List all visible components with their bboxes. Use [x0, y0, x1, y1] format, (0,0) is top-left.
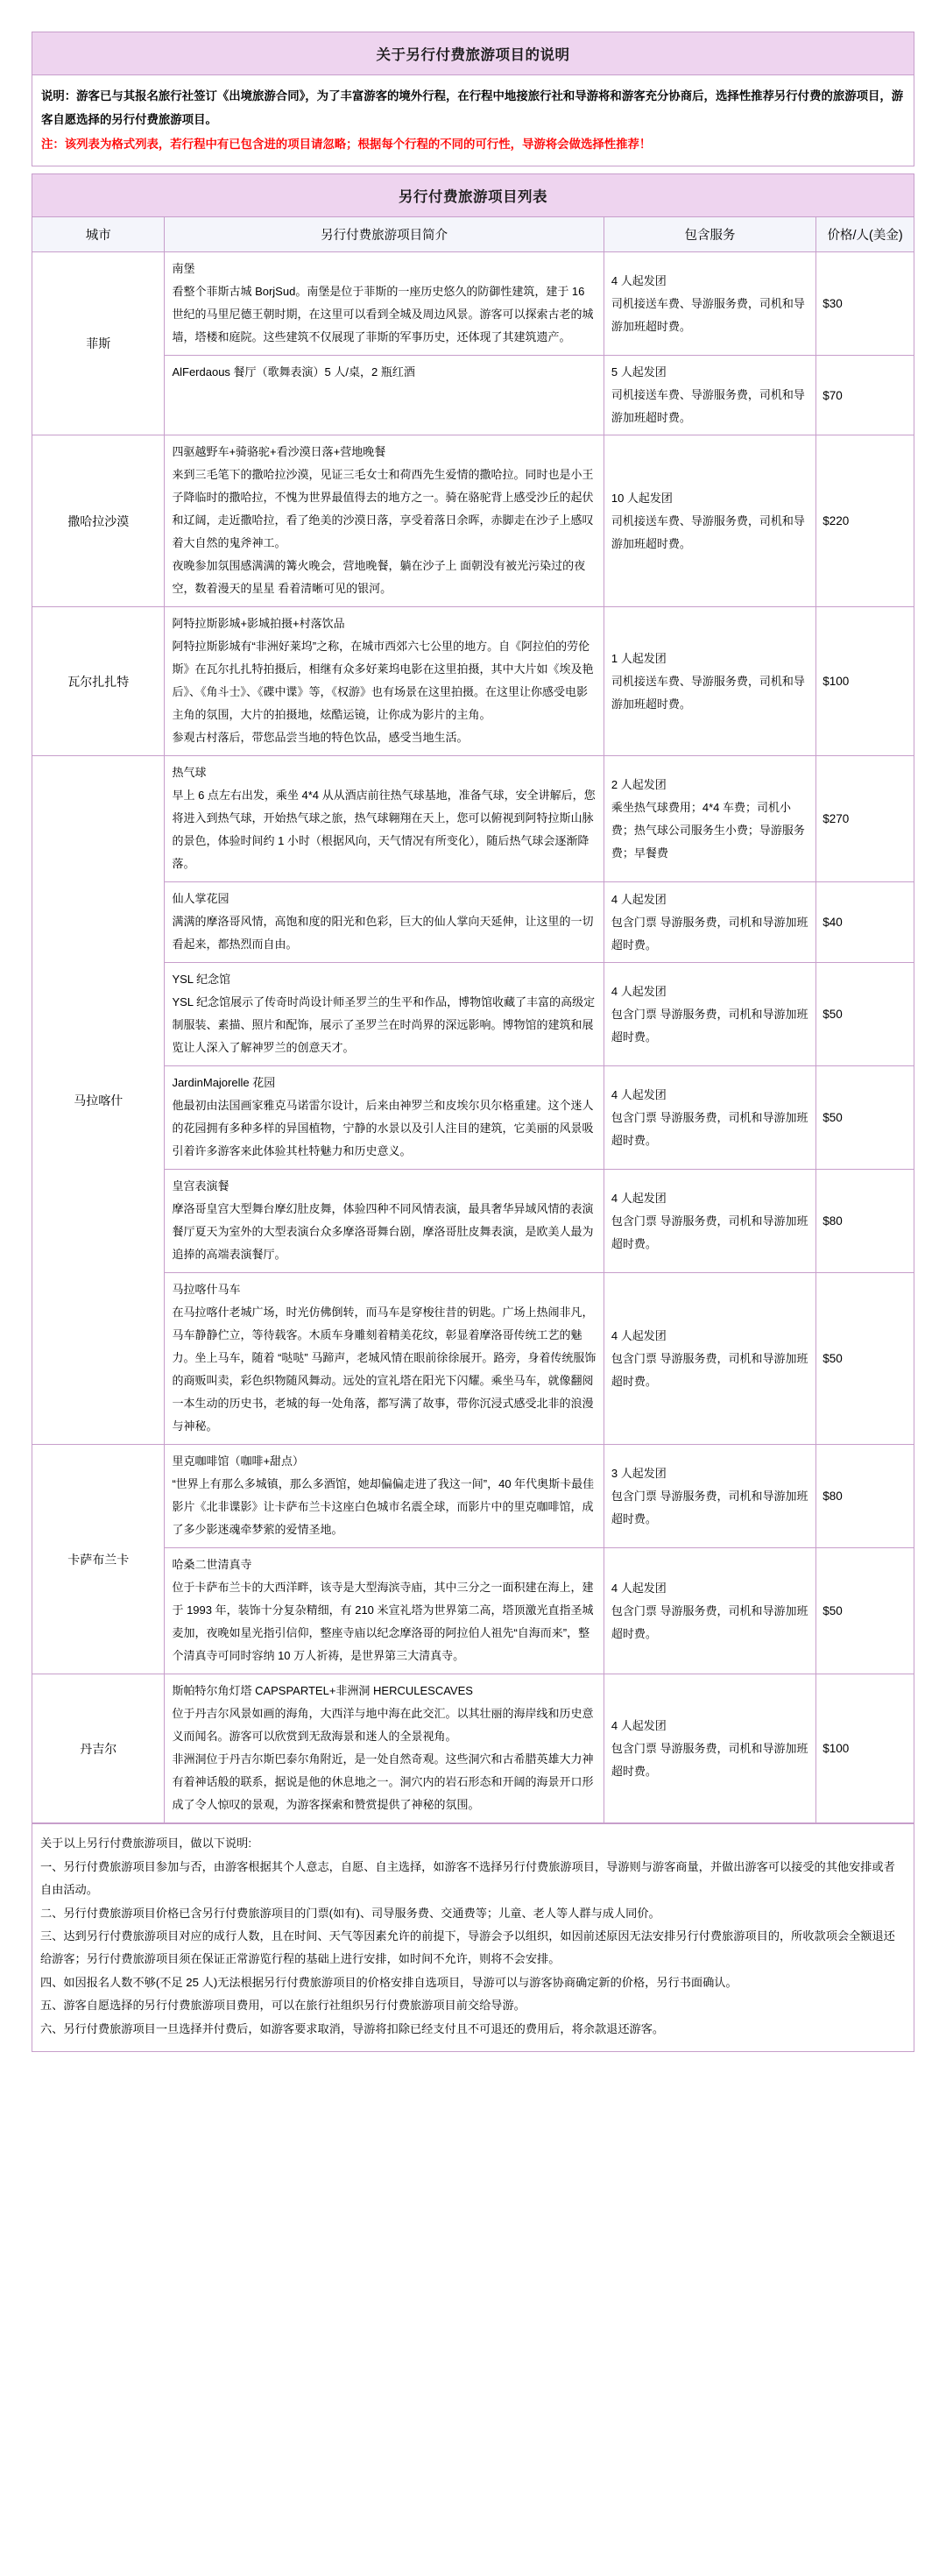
table-header-row — [32, 217, 914, 252]
service-line: 司机接送车费、导游服务费，司机和导游加班超时费。 — [611, 674, 805, 711]
cell-price: $30 — [816, 252, 914, 356]
cell-price: $70 — [816, 356, 914, 435]
table-row — [32, 1066, 914, 1170]
item-body: 他最初由法国画家雅克马诺雷尔设计，后来由神罗兰和皮埃尔贝尔格重建。这个迷人的花园拥有多种多样的异国植物，宁静的水景以及引人注目的建筑，它美丽的风景吸引着许多游客来此体验其杜特魅力和历史意义。 — [172, 1099, 594, 1158]
column-header-description: 另行付费旅游项目简介 — [165, 217, 604, 252]
item-body: 阿特拉斯影城有“非洲好莱坞”之称，在城市西郊六七公里的地方。自《阿拉伯的劳伦斯》在瓦尔扎扎特拍摄后，相继有众多好莱坞电影在这里拍摄，其中大片如《埃及艳后》、《角斗士》、《碟中谍》等，《权游》也有场景在这里拍摄。在这里让你感受电影主角的氛围，大片的拍摄地，炫酷运镜，让你成为影片的主角。 — [172, 640, 594, 722]
cell-city: 卡萨布兰卡 — [32, 1445, 165, 1674]
cell-price: $80 — [816, 1170, 914, 1273]
cell-description — [165, 756, 604, 882]
cell-description — [165, 1674, 604, 1823]
service-line: 4 人起发团 — [611, 1581, 667, 1595]
service-line: 司机接送车费、导游服务费，司机和导游加班超时费。 — [611, 388, 805, 425]
cell-services — [604, 1548, 815, 1674]
notice-warning-paragraph: 注：该列表为格式列表，若行程中有已包含进的项目请忽略；根据每个行程的不同的可行性，导游将会做选择性推荐！ — [41, 137, 652, 151]
service-line: 4 人起发团 — [611, 984, 667, 998]
item-body: 满满的摩洛哥风情，高饱和度的阳光和色彩，巨大的仙人掌向天延伸，让这里的一切看起来，都热烈而自由。 — [172, 915, 594, 952]
cell-services — [604, 1674, 815, 1823]
cell-services — [604, 1273, 815, 1445]
cell-services — [604, 756, 815, 882]
service-line: 包含门票 导游服务费，司机和导游加班超时费。 — [611, 1489, 808, 1525]
notice-header-table — [32, 32, 914, 166]
notice-body — [32, 75, 914, 166]
item-heading: JardinMajorelle 花园 — [172, 1076, 276, 1090]
item-body: AlFerdaous 餐厅（歌舞表演）5 人/桌，2 瓶红酒 — [172, 365, 415, 379]
service-line: 包含门票 导游服务费，司机和导游加班超时费。 — [611, 1351, 808, 1388]
column-header-city: 城市 — [32, 217, 165, 252]
cell-city: 撒哈拉沙漠 — [32, 435, 165, 607]
item-heading: 仙人掌花园 — [172, 892, 229, 906]
cell-description — [165, 1273, 604, 1445]
item-heading: 南堡 — [172, 262, 195, 276]
cell-price: $50 — [816, 1548, 914, 1674]
notice-body-row — [32, 75, 914, 166]
item-body: 夜晚参加氛围感满满的篝火晚会，营地晚餐，躺在沙子上 面朝没有被光污染过的夜空，数着漫天的星星 看着清晰可见的银河。 — [172, 559, 586, 596]
cell-description — [165, 607, 604, 756]
notice-intro-paragraph: 说明：游客已与其报名旅行社签订《出境旅游合同》，为了丰富游客的境外行程，在行程中地接旅行社和导游将和游客充分协商后，选择性推荐另行付费的旅游项目，游客自愿选择的另行付费旅游项目。 — [41, 89, 904, 127]
cell-description — [165, 963, 604, 1066]
table-caption: 另行付费旅游项目列表 — [32, 174, 914, 217]
notice-title-row — [32, 32, 914, 75]
cell-services — [604, 882, 815, 963]
cell-price: $100 — [816, 607, 914, 756]
service-line: 2 人起发团 — [611, 777, 667, 791]
item-body: 看整个菲斯古城 BorjSud。南堡是位于菲斯的一座历史悠久的防御性建筑，建于 16 世纪的马里尼德王朝时期，在这里可以看到全城及周边风景。游客可以探索古老的城墙，塔楼和庭院。这些建筑不仅展现了菲斯的军事历史，还体现了其建筑遗产。 — [172, 285, 594, 344]
service-line: 包含门票 导游服务费，司机和导游加班超时费。 — [611, 1214, 808, 1250]
table-row — [32, 607, 914, 756]
item-body: 位于丹吉尔风景如画的海角，大西洋与地中海在此交汇。以其壮丽的海岸线和历史意义而闻名。游客可以欣赏到无敌海景和迷人的全景视角。 — [172, 1707, 594, 1744]
footer-notes-row — [32, 1824, 914, 2052]
footer-lead: 关于以上另行付费旅游项目，做以下说明: — [40, 1836, 252, 1851]
cell-price: $50 — [816, 963, 914, 1066]
cell-services — [604, 252, 815, 356]
cell-description — [165, 252, 604, 356]
table-row — [32, 963, 914, 1066]
table-row — [32, 435, 914, 607]
cell-services — [604, 1445, 815, 1548]
table-row — [32, 1170, 914, 1273]
footer-notes — [32, 1824, 914, 2052]
item-body: YSL 纪念馆展示了传奇时尚设计师圣罗兰的生平和作品，博物馆收藏了丰富的高级定制服装、素描、照片和配饰，展示了圣罗兰在时尚界的深远影响。博物馆的建筑和展览让人深入了解神罗兰的创意天才。 — [172, 995, 596, 1055]
service-line: 4 人起发团 — [611, 1328, 667, 1342]
table-row — [32, 252, 914, 356]
item-body: 在马拉喀什老城广场，时光仿佛倒转，而马车是穿梭往昔的钥匙。广场上热闹非凡，马车静静伫立，等待载客。木质车身雕刻着精美花纹，彰显着摩洛哥传统工艺的魅力。坐上马车，随着 “哒哒” 马蹄声，老城风情在眼前徐徐展开。路旁，身着传统服饰的商贩叫卖，彩色织物随风舞动。远处的宣礼塔在阳光下闪耀。乘坐马车，就像翻阅一本生动的历史书，老城的每一处角落，都写满了故事，带你沉浸式感受北非的浪漫与神秘。 — [172, 1306, 597, 1433]
service-line: 4 人起发团 — [611, 892, 667, 906]
table-row — [32, 756, 914, 882]
cell-services — [604, 435, 815, 607]
cell-city: 马拉喀什 — [32, 756, 165, 1445]
item-body: 摩洛哥皇宫大型舞台摩幻肚皮舞，体验四种不同风情表演，最具奢华异域风情的表演餐厅夏天为室外的大型表演台众多摩洛哥舞台剧，摩洛哥肚皮舞表演，是欧美人最为追捧的高端表演餐厅。 — [172, 1202, 594, 1262]
service-line: 10 人起发团 — [611, 491, 673, 505]
item-body: “世界上有那么多城镇，那么多酒馆，她却偏偏走进了我这一间”，40 年代奥斯卡最佳影片《北非谍影》让卡萨布兰卡这座白色城市名震全球，而影片中的里克咖啡馆，成了多少影迷魂牵梦萦的爱情圣地。 — [172, 1477, 595, 1537]
cell-city: 瓦尔扎扎特 — [32, 607, 165, 756]
footer-note-item: 二、另行付费旅游项目价格已含另行付费旅游项目的门票(如有)、司导服务费、交通费等；儿童、老人等人群与成人同价。 — [40, 1906, 660, 1920]
table-row — [32, 1674, 914, 1823]
cell-price: $50 — [816, 1273, 914, 1445]
column-header-price: 价格/人(美金) — [816, 217, 914, 252]
table-row — [32, 356, 914, 435]
service-line: 3 人起发团 — [611, 1466, 667, 1480]
service-line: 包含门票 导游服务费，司机和导游加班超时费。 — [611, 1741, 808, 1778]
cell-services — [604, 356, 815, 435]
cell-services — [604, 1170, 815, 1273]
footer-note-item: 四、如因报名人数不够(不足 25 人)无法根据另行付费旅游项目的价格安排自选项目，导游可以与游客协商确定新的价格，另行书面确认。 — [40, 1975, 738, 1989]
cell-price: $80 — [816, 1445, 914, 1548]
service-line: 司机接送车费、导游服务费，司机和导游加班超时费。 — [611, 296, 805, 333]
table-caption-row — [32, 174, 914, 217]
cell-city: 丹吉尔 — [32, 1674, 165, 1823]
service-line: 包含门票 导游服务费，司机和导游加班超时费。 — [611, 915, 808, 952]
footer-items — [40, 1856, 906, 2041]
cell-city: 菲斯 — [32, 252, 165, 435]
column-header-services: 包含服务 — [604, 217, 815, 252]
service-line: 乘坐热气球费用；4*4 车费；司机小费；热气球公司服务生小费；导游服务费；早餐费 — [611, 800, 805, 860]
item-heading: 阿特拉斯影城+影城拍摄+村落饮品 — [172, 617, 345, 631]
cell-price: $40 — [816, 882, 914, 963]
cell-price: $50 — [816, 1066, 914, 1170]
cell-price: $100 — [816, 1674, 914, 1823]
table-row — [32, 1445, 914, 1548]
cell-description — [165, 356, 604, 435]
table-row — [32, 882, 914, 963]
footer-note-item: 六、另行付费旅游项目一旦选择并付费后，如游客要求取消，导游将扣除已经支付且不可退还的费用后，将余款退还游客。 — [40, 2021, 665, 2035]
item-heading: 四驱越野车+骑骆驼+看沙漠日落+营地晚餐 — [172, 445, 386, 459]
table-row — [32, 1273, 914, 1445]
item-heading: 马拉喀什马车 — [172, 1283, 241, 1297]
cell-description — [165, 1445, 604, 1548]
item-heading: 斯帕特尔角灯塔 CAPSPARTEL+非洲洞 HERCULESCAVES — [172, 1684, 473, 1698]
service-line: 4 人起发团 — [611, 1718, 667, 1732]
cell-services — [604, 963, 815, 1066]
optional-tours-table — [32, 173, 914, 1823]
cell-description — [165, 1548, 604, 1674]
item-heading: 哈桑二世清真寺 — [172, 1558, 252, 1572]
footer-note-item: 三、达到另行付费旅游项目对应的成行人数，且在时间、天气等因素允许的前提下，导游会予以组织，如因前述原因无法安排另行付费旅游项目的，所收款项会全额退还给游客；另行付费旅游项目须在保证正常游览行程的基础上进行安排，如时间不允许，则将不会安排。 — [40, 1929, 895, 1966]
service-line: 包含门票 导游服务费，司机和导游加班超时费。 — [611, 1110, 808, 1147]
item-heading: 里克咖啡馆（咖啡+甜点） — [172, 1454, 305, 1468]
service-line: 包含门票 导游服务费，司机和导游加班超时费。 — [611, 1603, 808, 1640]
cell-price: $270 — [816, 756, 914, 882]
cell-description — [165, 435, 604, 607]
cell-description — [165, 1066, 604, 1170]
section-gap — [32, 166, 914, 173]
cell-services — [604, 1066, 815, 1170]
cell-description — [165, 1170, 604, 1273]
service-line: 4 人起发团 — [611, 1087, 667, 1101]
service-line: 司机接送车费、导游服务费，司机和导游加班超时费。 — [611, 513, 805, 550]
footer-notes-table — [32, 1823, 914, 2052]
item-body: 位于卡萨布兰卡的大西洋畔，该寺是大型海滨寺庙，其中三分之一面积建在海上，建于 1993 年，装饰十分复杂精细，有 210 米宣礼塔为世界第二高，塔顶激光直指圣城麦加，夜晚如星光指引信仰，整座寺庙以纪念摩洛哥的阿拉伯人祖先“自海而来”，整个清真寺可同时容纳 10 万人祈祷，是世界第三大清真寺。 — [172, 1581, 594, 1663]
cell-description — [165, 882, 604, 963]
footer-note-item: 一、另行付费旅游项目参加与否，由游客根据其个人意志，自愿、自主选择，如游客不选择另行付费旅游项目，导游则与游客商量，并做出游客可以接受的其他安排或者自由活动。 — [40, 1859, 895, 1897]
service-line: 1 人起发团 — [611, 651, 667, 665]
item-body: 参观古村落后，带您品尝当地的特色饮品，感受当地生活。 — [172, 731, 469, 745]
notice-title: 关于另行付费旅游项目的说明 — [32, 32, 914, 75]
cell-services — [604, 607, 815, 756]
item-heading: 热气球 — [172, 766, 207, 780]
service-line: 4 人起发团 — [611, 1191, 667, 1205]
item-body: 非洲洞位于丹吉尔斯巴泰尔角附近，是一处自然奇观。这些洞穴和古希腊英雄大力神有着神话般的联系，据说是他的休息地之一。洞穴内的岩石形态和开阔的海景开口形成了令人惊叹的景观，为游客探索和赞赏提供了神秘的氛围。 — [172, 1752, 594, 1812]
cell-price: $220 — [816, 435, 914, 607]
table-row — [32, 1548, 914, 1674]
service-line: 4 人起发团 — [611, 273, 667, 287]
item-body: 来到三毛笔下的撒哈拉沙漠，见证三毛女士和荷西先生爱情的撒哈拉。同时也是小王子降临时的撒哈拉，不愧为世界最值得去的地方之一。骑在骆驼背上感受沙丘的起伏和辽阔，走近撒哈拉，看了绝美的沙漠日落，享受着落日余晖，赤脚走在沙子上感叹着大自然的鬼斧神工。 — [172, 468, 594, 550]
item-heading: 皇宫表演餐 — [172, 1179, 229, 1193]
service-line: 包含门票 导游服务费，司机和导游加班超时费。 — [611, 1007, 808, 1044]
footer-note-item: 五、游客自愿选择的另行付费旅游项目费用，可以在旅行社组织另行付费旅游项目前交给导游。 — [40, 1999, 526, 2013]
item-body: 早上 6 点左右出发，乘坐 4*4 从从酒店前往热气球基地，准备气球，安全讲解后，您将进入到热气球，开始热气球之旅，热气球翱翔在天上，您可以俯视到阿特拉斯山脉的景色，体验时间约 1 小时（根据风向，天气情况有所变化），随后热气球会逐渐降落。 — [172, 789, 596, 871]
item-heading: YSL 纪念馆 — [172, 973, 231, 987]
service-line: 5 人起发团 — [611, 365, 667, 379]
